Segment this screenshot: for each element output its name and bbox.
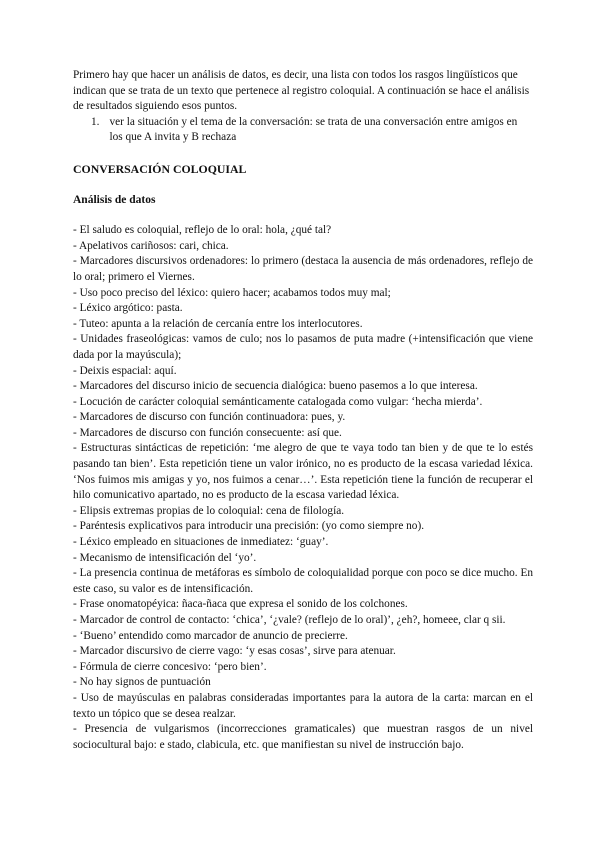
analysis-item: - Elipsis extremas propias de lo coloquial: cena de filología. <box>73 504 345 517</box>
analysis-item: - Apelativos cariñosos: cari, chica. <box>73 239 229 252</box>
analysis-item: - ‘Bueno’ entendido como marcador de anuncio de precierre. <box>73 629 348 642</box>
analysis-item: - El saludo es coloquial, reflejo de lo oral: hola, ¿qué tal? <box>73 224 332 237</box>
numbered-item <box>91 115 533 146</box>
analysis-item: - Unidades fraseológicas: vamos de culo; nos lo pasamos de puta madre (+intensificación que viene dada por la mayúscula); <box>73 333 533 361</box>
intro-paragraph: Primero hay que hacer un análisis de datos, es decir, una lista con todos los rasgos lingüísticos que indican que se trata de un texto que pertenece al registro coloquial. A continuación se hace el análisis de resultados siguiendo esos puntos. <box>73 69 530 113</box>
analysis-list <box>73 223 533 753</box>
analysis-item: - Paréntesis explicativos para introducir una precisión: (yo como siempre no). <box>73 520 425 533</box>
intro-section <box>73 68 533 146</box>
analysis-item: - Léxico argótico: pasta. <box>73 302 183 315</box>
analysis-item: - Uso de mayúsculas en palabras consideradas importantes para la autora de la carta: marcan en el texto un tópico que se desea realzar. <box>73 691 533 720</box>
analysis-item: - Deixis espacial: aquí. <box>73 364 177 377</box>
analysis-item: - Estructuras sintácticas de repetición: ‘me alegro de que te vaya todo tan bien y de que te lo estés pasando tan bien’. Esta repetición tiene un valor irónico, no es producto de la escasa variedad léxica. ‘Nos fuimos mis amigas y yo, nos fuimos a cenar…’. Esta repetición tiene la función de recuperar el hilo comunicativo apartado, no es producto de la escasa variedad léxica. <box>73 442 533 502</box>
analysis-item: - Frase onomatopéyica: ñaca-ñaca que expresa el sonido de los colchones. <box>73 598 408 611</box>
analysis-item: - No hay signos de puntuación <box>73 676 211 689</box>
analysis-item: - Presencia de vulgarismos (incorrecciones gramaticales) que muestran rasgos de un nivel sociocultural bajo: e stado, clabicula, etc. que manifiestan su nivel de instrucción bajo. <box>73 723 533 751</box>
numbered-item-text: ver la situación y el tema de la conversación: se trata de una conversación entre amigos en los que A invita y B rechaza <box>109 115 518 144</box>
subsection-title: Análisis de datos <box>73 193 156 206</box>
document-page <box>73 68 533 753</box>
analysis-item: - Locución de carácter coloquial semánticamente catalogada como vulgar: ‘hecha mierda’. <box>73 395 483 408</box>
analysis-item: - Marcador de control de contacto: ‘chica’, ‘¿vale? (reflejo de lo oral)’, ¿eh?, homeee, clar q sii. <box>73 614 506 626</box>
analysis-item: - Fórmula de cierre concesivo: ‘pero bien’. <box>73 660 267 673</box>
analysis-item: - Marcadores de discurso con función consecuente: así que. <box>73 426 342 439</box>
analysis-item: - Marcador discursivo de cierre vago: ‘y esas cosas’, sirve para atenuar. <box>73 645 396 658</box>
section-title: CONVERSACIÓN COLOQUIAL <box>73 161 247 176</box>
analysis-item: - Tuteo: apunta a la relación de cercanía entre los interlocutores. <box>73 317 363 330</box>
analysis-item: - Marcadores de discurso con función continuadora: pues, y. <box>73 411 346 424</box>
analysis-item: - Mecanismo de intensificación del ‘yo’. <box>73 551 257 564</box>
numbered-item-number: 1. <box>91 115 100 128</box>
analysis-item: - Uso poco preciso del léxico: quiero hacer; acabamos todos muy mal; <box>73 286 391 299</box>
analysis-item: - La presencia continua de metáforas es símbolo de coloquialidad porque con poco se dice mucho. En este caso, su valor es de intensificación. <box>73 567 533 595</box>
intro-numbered-list <box>91 115 533 146</box>
analysis-item: - Marcadores discursivos ordenadores: lo primero (destaca la ausencia de más ordenadores, reflejo de lo oral; primero el Viernes. <box>73 255 533 283</box>
analysis-item: - Léxico empleado en situaciones de inmediatez: ‘guay’. <box>73 536 329 549</box>
analysis-item: - Marcadores del discurso inicio de secuencia dialógica: bueno pasemos a lo que interesa. <box>73 380 478 393</box>
